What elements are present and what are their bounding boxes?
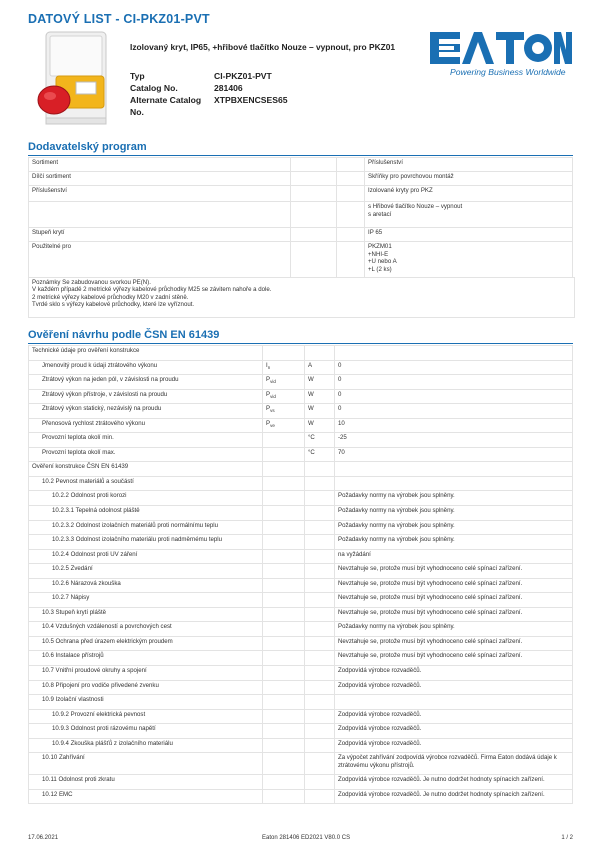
table-row [29,506,573,521]
row-unit [305,789,335,804]
row-unit [305,346,335,361]
row-symbol [263,433,305,448]
row-symbol [263,549,305,564]
row-symbol [263,418,305,433]
identifier-label: No. [130,107,144,117]
row-symbol [291,242,337,278]
row-value: Zodpovídá výrobce rozvaděčů. Je nutno dodržet hodnoty spínacích zařízení. [335,789,573,804]
table-row [29,418,573,433]
symbol-text: P [266,390,271,398]
row-label: 10.2 Pevnost materiálů a součástí [29,476,263,491]
row-symbol [263,666,305,681]
row-value [335,695,573,710]
row-value: Požadavky normy na výrobek jsou splněny. [335,622,573,637]
row-value: Příslušenství [365,158,573,172]
row-value [335,346,573,361]
row-unit [305,724,335,739]
row-label: 10.8 Připojení pro vodiče přivedené zvenku [29,680,263,695]
row-value: PKZM01 +NHI-E +U nebo A +L (2 ks) [365,242,573,278]
table-row [29,695,573,710]
row-label: 10.2.5 Zvedání [29,564,263,579]
row-symbol [263,476,305,491]
row-symbol [291,202,337,228]
row-value: Nevztahuje se, protože musí být vyhodnoceno celé spínací zařízení. [335,593,573,608]
row-unit [305,476,335,491]
table-row [29,593,573,608]
row-symbol [291,186,337,202]
row-value: Zodpovídá výrobce rozvaděčů. [335,724,573,739]
table-row [29,709,573,724]
table-row [29,775,573,790]
table-row [29,607,573,622]
row-value: Nevztahuje se, protože musí být vyhodnoceno celé spínací zařízení. [335,651,573,666]
row-value: Skříňky pro povrchovou montáž [365,172,573,186]
row-unit [305,651,335,666]
row-label: Přenosová rychlost ztrátového výkonu [29,418,263,433]
row-symbol [291,228,337,242]
row-label: Technické údaje pro ověření konstrukce [29,346,263,361]
notes-box: Poznámky Se zabudovanou svorkou PE(N). V každém případě 2 metrické výřezy kabelové průchodky M25 se závitem nahoře a dole. 2 metrické výřezy kabelové průchodky M20 v zadní stěně. Tvrdé sklo s výřezy kabelové průchodky, které lze vyříznout. [28,277,575,318]
section-title-design-verification: Ověření návrhu podle ČSN EN 61439 [28,329,220,341]
row-label: Provozní teplota okolí min. [29,433,263,448]
row-label: Ztrátový výkon statický, nezávislý na proudu [29,404,263,419]
row-value: Zodpovídá výrobce rozvaděčů. Je nutno dodržet hodnoty spínacích zařízení. [335,775,573,790]
table-row [29,242,573,278]
row-label: Příslušenství [29,186,291,202]
row-symbol [263,680,305,695]
row-value: Nevztahuje se, protože musí být vyhodnoceno celé spínací zařízení. [335,564,573,579]
table-row [29,462,573,477]
row-label: 10.9 Izolační vlastnosti [29,695,263,710]
row-value: Nevztahuje se, protože musí být vyhodnoceno celé spínací zařízení. [335,578,573,593]
row-value: 0 [335,404,573,419]
row-value: -25 [335,433,573,448]
symbol-text: P [266,376,271,384]
row-symbol [263,535,305,550]
table-row [29,186,573,202]
row-symbol [291,172,337,186]
eaton-logo-icon [430,30,572,66]
row-symbol [263,775,305,790]
row-symbol [263,695,305,710]
symbol-subscript: vid [270,393,276,399]
symbol-text: P [266,405,271,413]
row-symbol [263,636,305,651]
row-unit [305,666,335,681]
row-label: 10.2.3.3 Odolnost izolačního materiálu proti nadměrnému teplu [29,535,263,550]
row-unit [305,491,335,506]
row-value: IP 65 [365,228,573,242]
row-value: Zodpovídá výrobce rozvaděčů. [335,738,573,753]
row-label: Ztrátový výkon na jeden pól, v závislosti na proudu [29,375,263,390]
row-unit: A [305,360,335,375]
table-row [29,666,573,681]
row-unit: °C [305,447,335,462]
table-row [29,789,573,804]
symbol-text: P [266,419,271,427]
table-row [29,622,573,637]
row-value: 0 [335,360,573,375]
brand-tagline: Powering Business Worldwide [450,67,566,77]
identifier-row [130,82,288,94]
row-value: Zodpovídá výrobce rozvaděčů. [335,666,573,681]
row-symbol [263,753,305,775]
row-unit [305,680,335,695]
row-label: Ověření konstrukce ČSN EN 61439 [29,462,263,477]
row-label: 10.3 Stupeň krytí pláště [29,607,263,622]
table-row [29,738,573,753]
table-row [29,651,573,666]
row-symbol [263,462,305,477]
row-unit [305,578,335,593]
section-title-supplier-program: Dodavatelský program [28,141,147,153]
table-row [29,753,573,775]
table-row [29,535,573,550]
row-symbol [263,389,305,404]
identifier-label: Typ [130,71,145,81]
row-unit: W [305,375,335,390]
identifier-row [130,106,288,118]
row-value: Požadavky normy na výrobek jsou splněny. [335,535,573,550]
row-unit [305,775,335,790]
row-label: 10.4 Vzdušných vzdáleností a povrchových cest [29,622,263,637]
row-label: Dílčí sortiment [29,172,291,186]
symbol-subscript: n [267,364,271,370]
row-unit [305,564,335,579]
row-label: Použitelné pro [29,242,291,278]
row-symbol [291,158,337,172]
row-value: Nevztahuje se, protože musí být vyhodnoceno celé spínací zařízení. [335,636,573,651]
row-unit [305,520,335,535]
identifier-table [130,70,288,118]
row-symbol [263,607,305,622]
row-symbol [263,491,305,506]
row-unit [305,506,335,521]
symbol-text: I [266,361,268,369]
row-label [29,202,291,228]
identifier-label: Alternate Catalog [130,95,202,105]
row-unit [337,172,365,186]
row-value: Nevztahuje se, protože musí být vyhodnoceno celé spínací zařízení. [335,607,573,622]
symbol-subscript: ve [270,422,275,428]
row-unit [337,242,365,278]
identifier-value: CI-PKZ01-PVT [214,71,272,81]
row-label: 10.2.7 Nápisy [29,593,263,608]
row-label: 10.2.3.1 Tepelná odolnost pláště [29,506,263,521]
table-row [29,578,573,593]
row-value: Izolované kryty pro PKZ [365,186,573,202]
row-unit [337,186,365,202]
table-row [29,476,573,491]
symbol-subscript: vs [270,408,275,414]
row-unit: W [305,404,335,419]
table-row [29,549,573,564]
row-value: Požadavky normy na výrobek jsou splněny. [335,491,573,506]
row-symbol [263,738,305,753]
row-label: 10.7 Vnitřní proudové okruhy a spojení [29,666,263,681]
supplier-program-table [28,157,573,278]
table-row [29,724,573,739]
table-row [29,172,573,186]
document-title: DATOVÝ LIST - CI-PKZ01-PVT [28,12,210,26]
table-row [29,158,573,172]
row-label: Jmenovitý proud k údaji ztrátového výkonu [29,360,263,375]
row-symbol [263,789,305,804]
row-label: Sortiment [29,158,291,172]
row-unit [337,228,365,242]
row-unit [305,695,335,710]
row-value: Zodpovídá výrobce rozvaděčů. [335,680,573,695]
row-unit [305,622,335,637]
identifier-row [130,94,288,106]
row-unit: W [305,389,335,404]
row-symbol [263,724,305,739]
table-row [29,564,573,579]
row-unit [305,709,335,724]
row-value [335,462,573,477]
row-label: 10.6 Instalace přístrojů [29,651,263,666]
row-symbol [263,564,305,579]
row-label: 10.11 Odolnost proti zkratu [29,775,263,790]
row-label: 10.2.6 Nárazová zkouška [29,578,263,593]
section-divider [28,155,573,156]
table-row [29,404,573,419]
row-unit [305,462,335,477]
footer-document-id: Eaton 281406 ED2021 V80.0 CS [262,835,351,841]
row-value: s Hřibové tlačítko Nouze – vypnout s aretací [365,202,573,228]
row-symbol [263,360,305,375]
row-label: Ztrátový výkon přístroje, v závislosti na proudu [29,389,263,404]
symbol-subscript: vid [270,379,276,385]
table-row [29,447,573,462]
footer-page-number: 1 / 2 [561,835,573,841]
table-row [29,680,573,695]
identifier-value: XTPBXENCSES65 [214,95,288,105]
table-row [29,433,573,448]
row-label: 10.2.2 Odolnost proti korozi [29,491,263,506]
row-value: 0 [335,389,573,404]
identifier-label: Catalog No. [130,83,178,93]
row-symbol [263,447,305,462]
row-symbol [263,375,305,390]
table-row [29,202,573,228]
footer-date: 17.06.2021 [28,835,59,841]
row-unit [305,549,335,564]
row-symbol [263,709,305,724]
row-unit: °C [305,433,335,448]
row-unit [337,158,365,172]
row-label: Provozní teplota okolí max. [29,447,263,462]
identifier-row [130,70,288,82]
row-symbol [263,593,305,608]
identifier-value: 281406 [214,83,243,93]
row-symbol [263,651,305,666]
row-symbol [263,346,305,361]
table-row [29,520,573,535]
row-unit [305,753,335,775]
table-row [29,228,573,242]
row-symbol [263,506,305,521]
table-row [29,636,573,651]
row-label: 10.12 EMC [29,789,263,804]
row-unit [305,593,335,608]
row-label: 10.5 Ochrana před úrazem elektrickým proudem [29,636,263,651]
row-value: Požadavky normy na výrobek jsou splněny. [335,520,573,535]
row-symbol [263,404,305,419]
eaton-logo-block [430,30,575,77]
row-value: 10 [335,418,573,433]
section-divider [28,343,573,344]
row-symbol [263,622,305,637]
row-value: Požadavky normy na výrobek jsou splněny. [335,506,573,521]
row-unit [337,202,365,228]
row-unit [305,607,335,622]
row-value: 0 [335,375,573,390]
row-value [335,476,573,491]
row-label: Stupeň krytí [29,228,291,242]
table-row [29,491,573,506]
row-label: 10.2.4 Odolnost proti UV záření [29,549,263,564]
row-unit [305,738,335,753]
table-row [29,360,573,375]
product-image [32,30,122,128]
row-value: Zodpovídá výrobce rozvaděčů. [335,709,573,724]
row-value: Za výpočet zahřívání zodpovídá výrobce rozvaděčů. Firma Eaton dodává údaje k ztrátovému výkonu přístrojů. [335,753,573,775]
row-unit: W [305,418,335,433]
row-label: 10.2.3.2 Odolnost izolačních materiálů proti normálnímu teplu [29,520,263,535]
table-row [29,346,573,361]
design-verification-table [28,345,573,804]
row-value: na vyžádání [335,549,573,564]
row-symbol [263,520,305,535]
row-symbol [263,578,305,593]
row-label: 10.9.3 Odolnost proti rázovému napětí [29,724,263,739]
table-row [29,389,573,404]
row-label: 10.10 Zahřívání [29,753,263,775]
table-row [29,375,573,390]
row-value: 70 [335,447,573,462]
row-unit [305,636,335,651]
row-unit [305,535,335,550]
row-label: 10.9.2 Provozní elektrická pevnost [29,709,263,724]
product-description: Izolovaný kryt, IP65, +hřibové tlačítko Nouze – vypnout, pro PKZ01 [130,42,396,52]
row-label: 10.9.4 Zkouška plášťů z izolačního materiálu [29,738,263,753]
